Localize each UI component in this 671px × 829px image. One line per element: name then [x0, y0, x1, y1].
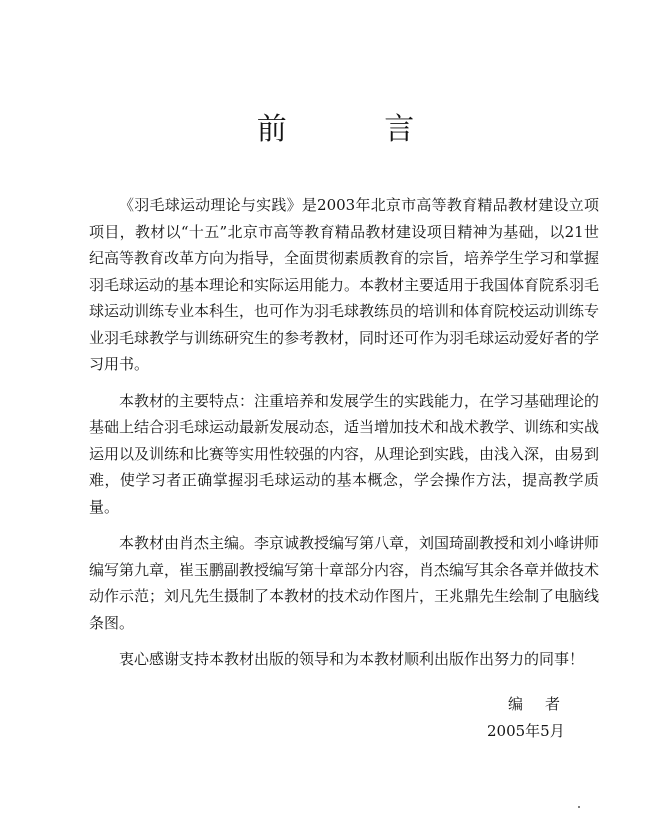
preface-body — [89, 192, 599, 683]
scan-speck — [578, 806, 580, 808]
paragraph-3: 本教材由肖杰主编。李京诚教授编写第八章，刘国琦副教授和刘小峰讲师编写第九章，崔玉鹏副教授编写第十章部分内容，肖杰编写其余各章并做技术动作示范；刘凡先生摄制了本教材的技术动作图片，王兆鼎先生绘制了电脑线条图。 — [89, 534, 600, 632]
paragraph-4: 衷心感谢支持本教材出版的领导和为本教材顺利出版作出努力的同事！ — [119, 650, 585, 668]
signature-author: 编者 — [508, 695, 583, 713]
page-title: 前 言 — [256, 112, 459, 147]
paragraph-2: 本教材的主要特点：注重培养和发展学生的实践能力，在学习基础理论的基础上结合羽毛球运动最新发展动态，适当增加技术和战术教学、训练和实战运用以及训练和比赛等实用性较强的内容，从理论到实践，由浅入深，由易到难，使学习者正确掌握羽毛球运动的基本概念，学会操作方法，提高教学质量。 — [89, 391, 600, 516]
signature-date: 2005年5月 — [487, 722, 565, 740]
paragraph-1: 《羽毛球运动理论与实践》是2003年北京市高等教育精品教材建设立项项目，教材以“十五”北京市高等教育精品教材建设项目精神为基础，以21世纪高等教育改革方向为指导，全面贯彻素质教育的宗旨，培养学生学习和掌握羽毛球运动的基本理论和实际运用能力。本教材主要适用于我国体育院系羽毛球运动训练专业本科生，也可作为羽毛球教练员的培训和体育院校运动训练专业羽毛球教学与训练研究生的参考教材，同时还可作为羽毛球运动爱好者的学习用书。 — [89, 196, 600, 373]
